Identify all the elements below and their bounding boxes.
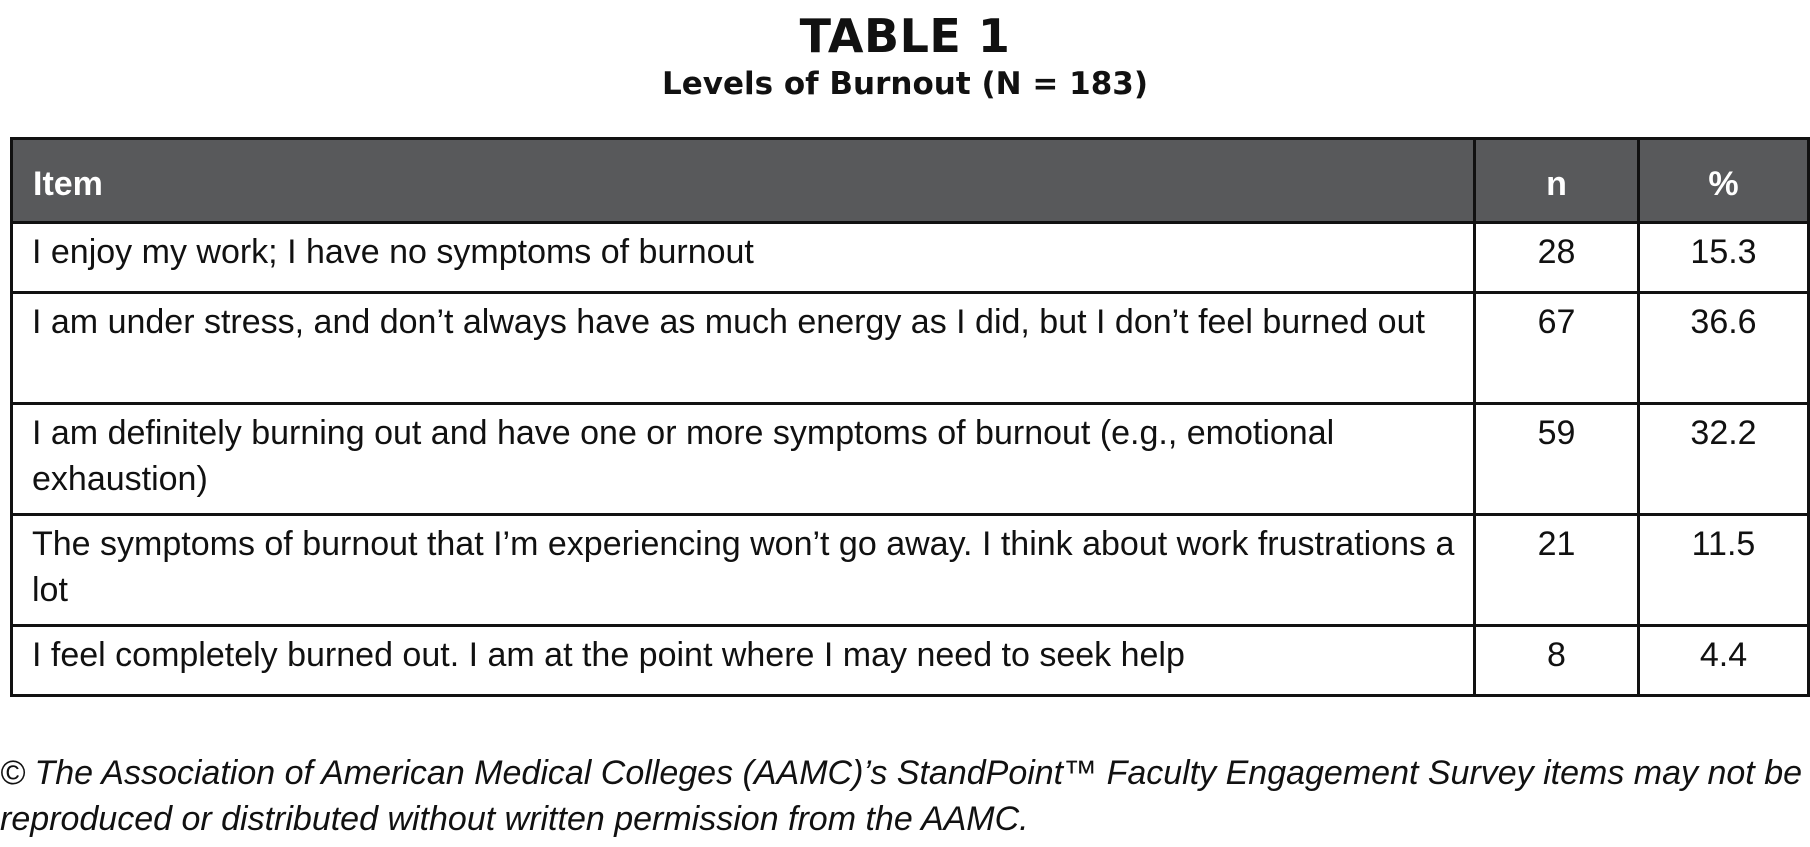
row-percent-value: 11.5	[1639, 515, 1809, 626]
table-row	[12, 293, 1809, 404]
row-percent-value: 36.6	[1639, 293, 1809, 404]
copyright-footnote: © The Association of American Medical Colleges (AAMC)’s StandPoint™ Faculty Engagement Survey items may not be reproduced or distributed without written permission from the AAMC.	[0, 754, 1803, 838]
row-n-value: 21	[1475, 515, 1639, 626]
row-percent-value: 32.2	[1639, 404, 1809, 515]
table-row	[12, 626, 1809, 696]
table-header-row	[12, 139, 1809, 223]
row-percent-value: 15.3	[1639, 223, 1809, 293]
table-row	[12, 515, 1809, 626]
row-n-value: 28	[1475, 223, 1639, 293]
row-item-text: I enjoy my work; I have no symptoms of burnout	[12, 223, 1475, 293]
column-header-item: Item	[12, 139, 1475, 223]
row-n-value: 8	[1475, 626, 1639, 696]
column-header-percent: %	[1639, 139, 1809, 223]
table-title: TABLE 1	[799, 9, 1011, 63]
table-row	[12, 404, 1809, 515]
row-item-text: I am definitely burning out and have one or more symptoms of burnout (e.g., emotional exhaustion)	[12, 404, 1475, 515]
row-item-text: I am under stress, and don’t always have as much energy as I did, but I don’t feel burned out	[12, 293, 1475, 404]
row-item-text: I feel completely burned out. I am at the point where I may need to seek help	[12, 626, 1475, 696]
column-header-n: n	[1475, 139, 1639, 223]
burnout-table	[10, 137, 1810, 697]
row-n-value: 67	[1475, 293, 1639, 404]
table-row	[12, 223, 1809, 293]
row-item-text: The symptoms of burnout that I’m experiencing won’t go away. I think about work frustrations a lot	[12, 515, 1475, 626]
table-subtitle: Levels of Burnout (N = 183)	[661, 66, 1149, 102]
row-n-value: 59	[1475, 404, 1639, 515]
row-percent-value: 4.4	[1639, 626, 1809, 696]
